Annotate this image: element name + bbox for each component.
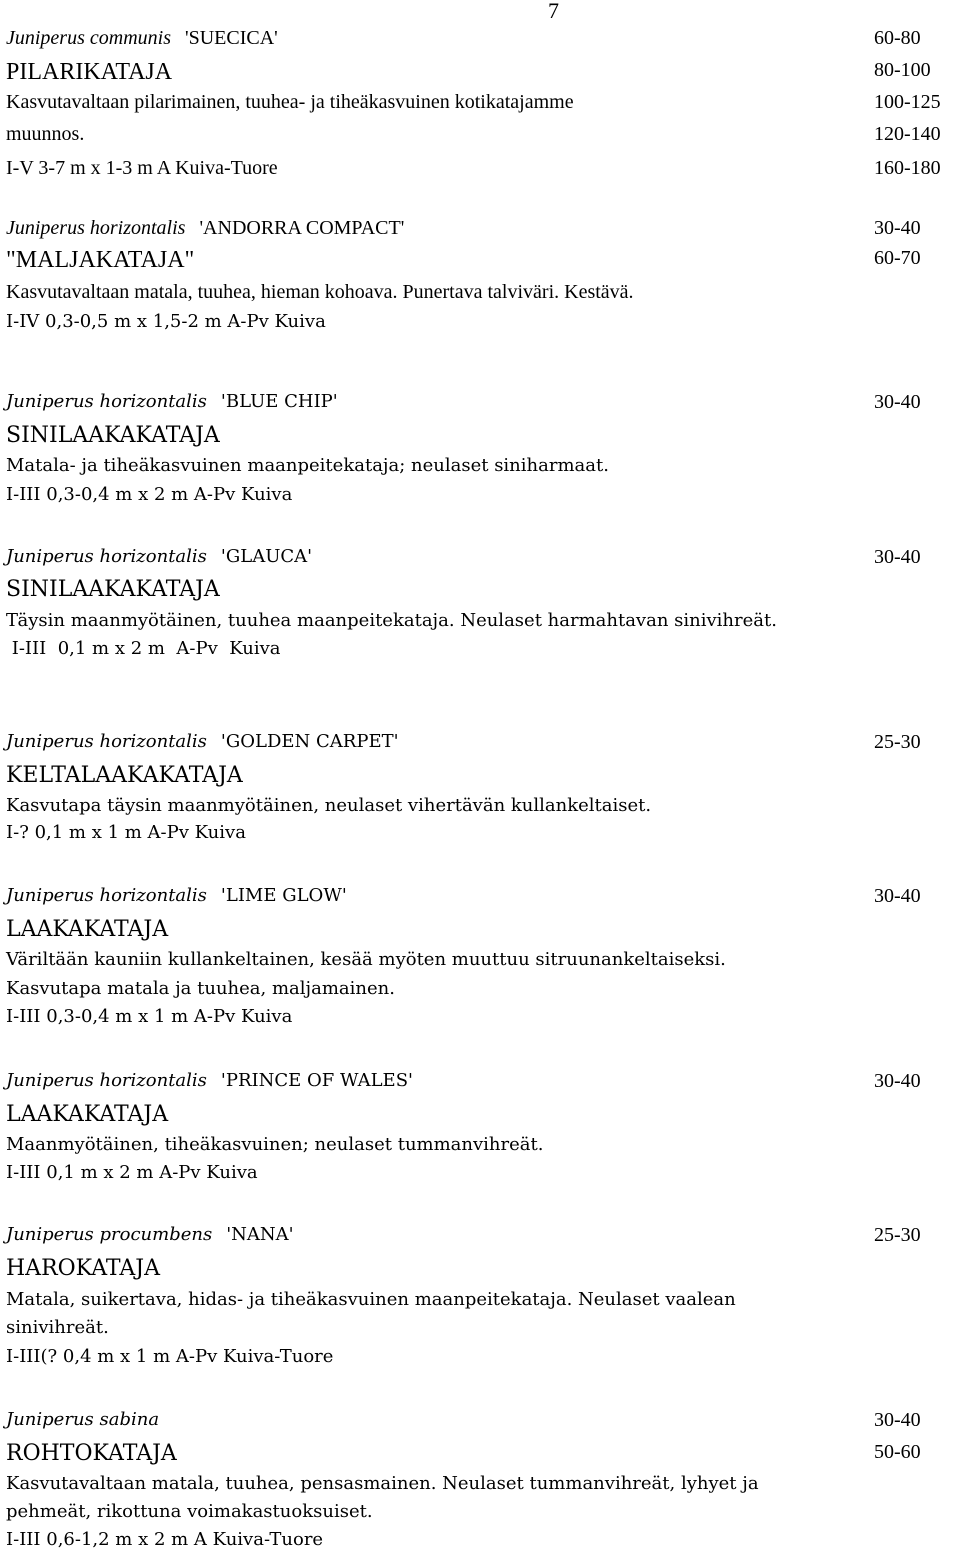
description-line: Matala- ja tiheäkasvuinen maanpeitekataja; neulaset siniharmaat. — [6, 455, 609, 476]
size-value: 30-40 — [874, 217, 921, 239]
description-line: Täysin maanmyötäinen, tuuhea maanpeitekataja. Neulaset harmahtavan sinivihreät. — [6, 610, 777, 631]
specs-line: I-V 3-7 m x 1-3 m A Kuiva-Tuore — [6, 157, 278, 179]
cultivar-name: 'NANA' — [226, 1224, 294, 1245]
size-value: 30-40 — [874, 885, 921, 907]
size-value: 50-60 — [874, 1441, 921, 1463]
specs-line: I-III(? 0,4 m x 1 m A-Pv Kuiva-Tuore — [6, 1346, 334, 1367]
latin-name: Juniperus communis — [6, 27, 171, 49]
common-name: LAAKAKATAJA — [6, 917, 169, 942]
latin-name: Juniperus sabina — [6, 1409, 160, 1430]
entry-title — [6, 1069, 413, 1093]
description-line: Kasvutavaltaan pilarimainen, tuuhea- ja tiheäkasvuinen kotikatajamme — [6, 91, 574, 113]
size-value: 80-100 — [874, 59, 931, 81]
cultivar-name: 'GOLDEN CARPET' — [220, 731, 399, 752]
description-line: Väriltään kauniin kullankeltainen, kesää myöten muuttuu sitruunankeltaiseksi. — [6, 949, 726, 970]
size-value: 60-70 — [874, 247, 921, 269]
specs-line: I-IV 0,3-0,5 m x 1,5-2 m A-Pv Kuiva — [6, 311, 326, 332]
size-value: 160-180 — [874, 157, 941, 179]
description-line: Kasvutavaltaan matala, tuuhea, hieman kohoava. Punertava talviväri. Kestävä. — [6, 281, 634, 303]
cultivar-name: 'PRINCE OF WALES' — [220, 1070, 413, 1091]
specs-line: I-? 0,1 m x 1 m A-Pv Kuiva — [6, 822, 246, 843]
description-line: Kasvutavaltaan matala, tuuhea, pensasmainen. Neulaset tummanvihreät, lyhyet ja — [6, 1473, 759, 1494]
entry-title — [6, 1223, 294, 1247]
size-value: 25-30 — [874, 1224, 921, 1246]
common-name: "MALJAKATAJA" — [6, 247, 195, 273]
description-line: muunnos. — [6, 123, 85, 145]
description-line: sinivihreät. — [6, 1317, 109, 1338]
size-value: 100-125 — [874, 91, 941, 113]
latin-name: Juniperus procumbens — [6, 1224, 213, 1245]
description-line: Kasvutapa matala ja tuuhea, maljamainen. — [6, 978, 395, 999]
cultivar-name: 'BLUE CHIP' — [220, 391, 338, 412]
latin-name: Juniperus horizontalis — [6, 1070, 207, 1091]
cultivar-name: 'SUECICA' — [184, 27, 278, 49]
common-name: HAROKATAJA — [6, 1256, 160, 1281]
common-name: SINILAAKAKATAJA — [6, 423, 220, 448]
page-number: 7 — [548, 0, 559, 23]
entry-title — [6, 884, 347, 908]
description-line: Matala, suikertava, hidas- ja tiheäkasvuinen maanpeitekataja. Neulaset vaalean — [6, 1289, 736, 1310]
common-name: SINILAAKAKATAJA — [6, 577, 220, 602]
entry-title — [6, 1408, 159, 1432]
cultivar-name: 'GLAUCA' — [220, 546, 313, 567]
size-value: 30-40 — [874, 1409, 921, 1431]
size-value: 30-40 — [874, 391, 921, 413]
common-name: PILARIKATAJA — [6, 59, 173, 85]
common-name: KELTALAAKAKATAJA — [6, 763, 243, 788]
entry-title — [6, 390, 338, 414]
entry-title — [6, 26, 278, 51]
cultivar-name: 'ANDORRA COMPACT' — [199, 217, 405, 239]
latin-name: Juniperus horizontalis — [6, 391, 207, 412]
entry-title — [6, 730, 399, 754]
description-line: Maanmyötäinen, tiheäkasvuinen; neulaset tummanvihreät. — [6, 1134, 544, 1155]
entry-title — [6, 216, 404, 241]
specs-line: I-III 0,3-0,4 m x 2 m A-Pv Kuiva — [6, 484, 293, 505]
specs-line: I-III 0,1 m x 2 m A-Pv Kuiva — [6, 1162, 258, 1183]
size-value: 120-140 — [874, 123, 941, 145]
common-name: LAAKAKATAJA — [6, 1102, 169, 1127]
common-name: ROHTOKATAJA — [6, 1441, 177, 1466]
latin-name: Juniperus horizontalis — [6, 546, 207, 567]
specs-line: I-III 0,1 m x 2 m A-Pv Kuiva — [6, 638, 281, 659]
entry-title — [6, 545, 312, 569]
latin-name: Juniperus horizontalis — [6, 885, 207, 906]
latin-name: Juniperus horizontalis — [6, 731, 207, 752]
specs-line: I-III 0,6-1,2 m x 2 m A Kuiva-Tuore — [6, 1529, 324, 1550]
description-line: Kasvutapa täysin maanmyötäinen, neulaset vihertävän kullankeltaiset. — [6, 795, 652, 816]
size-value: 30-40 — [874, 1070, 921, 1092]
description-line: pehmeät, rikottuna voimakastuoksuiset. — [6, 1501, 373, 1522]
size-value: 60-80 — [874, 27, 921, 49]
cultivar-name: 'LIME GLOW' — [220, 885, 347, 906]
size-value: 25-30 — [874, 731, 921, 753]
specs-line: I-III 0,3-0,4 m x 1 m A-Pv Kuiva — [6, 1006, 293, 1027]
size-value: 30-40 — [874, 546, 921, 568]
latin-name: Juniperus horizontalis — [6, 217, 186, 239]
